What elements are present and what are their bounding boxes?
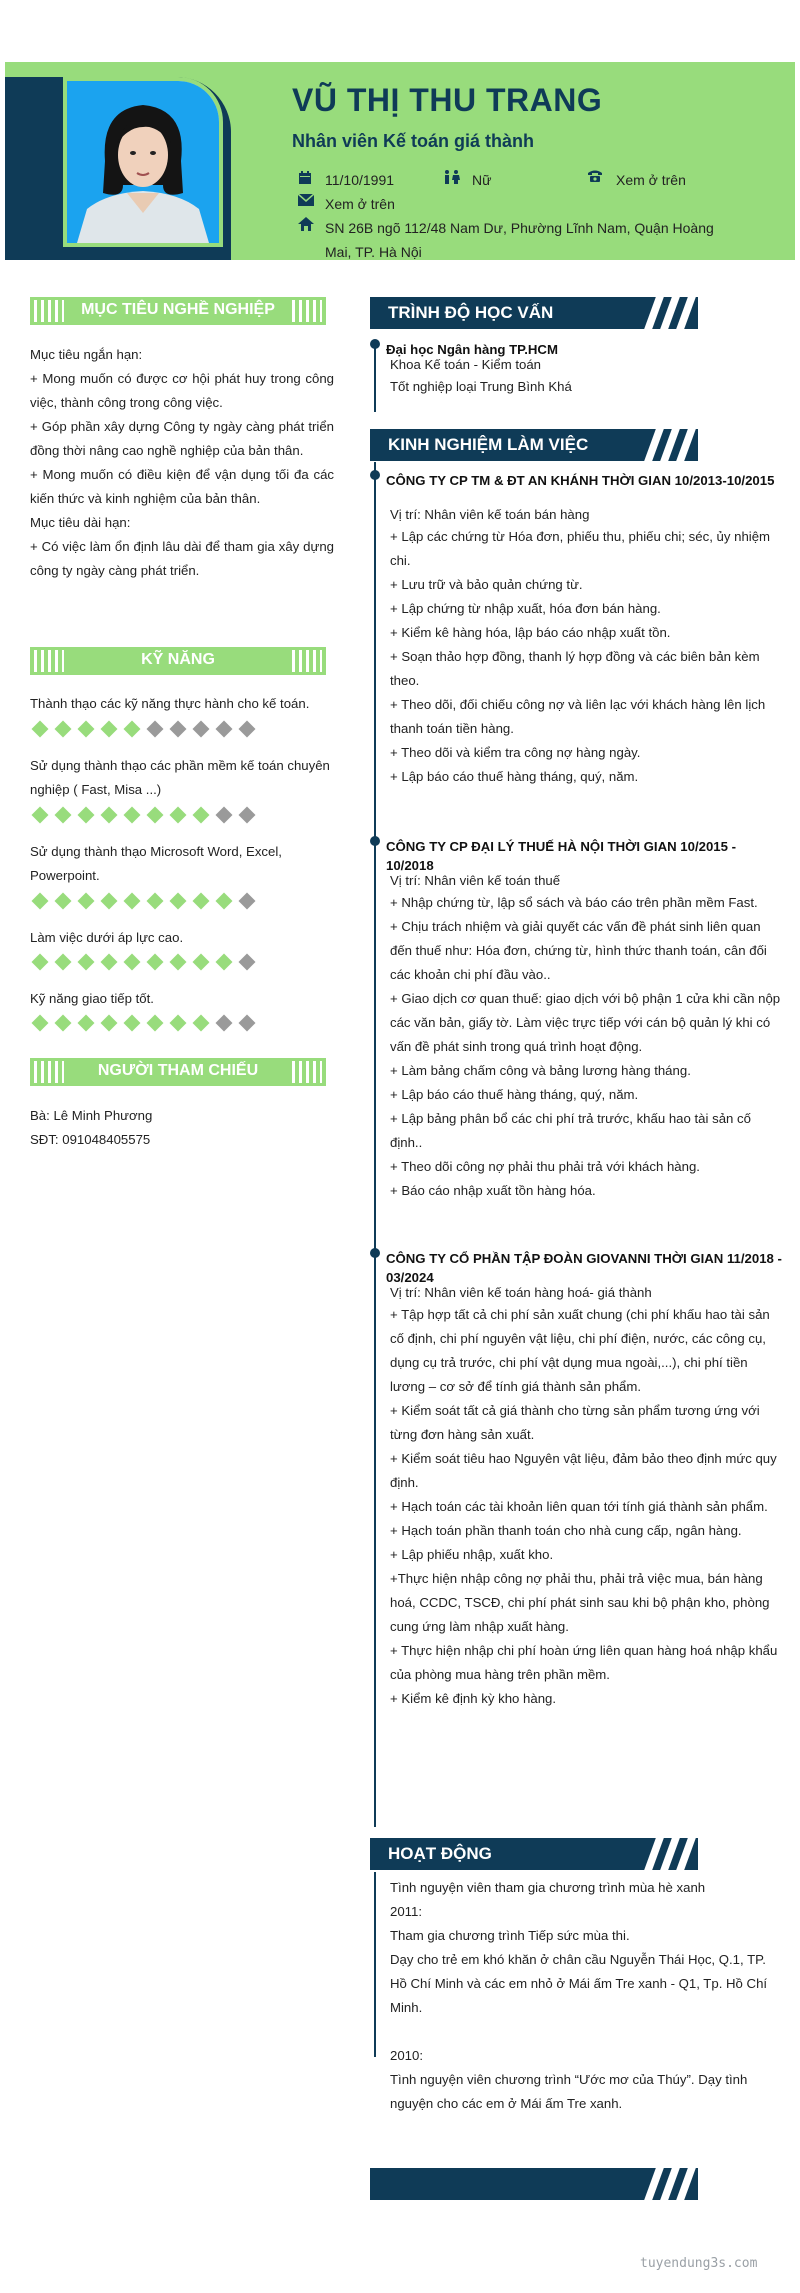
- timeline-dot: [370, 470, 380, 480]
- job-duty: + Chịu trách nhiệm và giải quyết các vấn đề phát sinh liên quan đến thuế như: Hóa đơn, chứng từ, hình thức thanh toán, cân đối các khoản chi phí đầu vào..: [390, 919, 767, 982]
- skill-diamond: [101, 893, 118, 910]
- skills-heading: [30, 647, 326, 675]
- activity-line: Tình nguyện viên tham gia chương trình mùa hè xanh: [390, 1880, 706, 1895]
- skills-heading-label: KỸ NĂNG: [141, 651, 215, 668]
- job-duty: + Lập phiếu nhập, xuất kho.: [390, 1547, 554, 1562]
- job-details: [390, 1283, 782, 1711]
- education-faculty: Khoa Kế toán - Kiểm toán: [390, 357, 542, 372]
- job-duty: + Hạch toán phần thanh toán cho nhà cung cấp, ngân hàng.: [390, 1523, 742, 1538]
- watermark: tuyendung3s.com: [640, 2256, 758, 2271]
- activity-line: 2010:: [390, 2048, 424, 2063]
- skill-diamond: [55, 721, 72, 738]
- photo-frame: [5, 77, 231, 260]
- timeline-dot: [370, 836, 380, 846]
- objective-heading: [30, 297, 326, 325]
- email-icon: [298, 193, 314, 207]
- skill-diamond: [101, 954, 118, 971]
- skill-diamond: [101, 1015, 118, 1032]
- skill-name: Thành thạo các kỹ năng thực hành cho kế toán.: [30, 696, 310, 711]
- header-banner: [5, 62, 795, 260]
- job-duty: + Tập hợp tất cả chi phí sản xuất chung (chi phí khấu hao tài sản cố định, chi phí nguyên vật liệu, chi phí điện, nước, các công cụ, dụng cụ trả trước, chi phí vật dụng mua ngoài,...), chi phí tiền lương – cơ sở để tính giá thành sản phẩm.: [390, 1307, 770, 1394]
- job-duty: + Theo dõi công nợ phải thu phải trả với khách hàng.: [390, 1159, 700, 1174]
- job-duty: + Nhập chứng từ, lập sổ sách và báo cáo trên phần mềm Fast.: [390, 895, 758, 910]
- skill-diamond: [147, 893, 164, 910]
- activity-line: 2011:: [390, 1904, 423, 1919]
- experience-heading: [370, 429, 698, 461]
- reference-heading: [30, 1058, 326, 1086]
- skill-diamond: [239, 954, 256, 971]
- activity-line: Tình nguyện viên chương trình “Ước mơ của Thúy”. Dạy tình nguyện cho các em ở Mái ấm Tre xanh.: [390, 2072, 748, 2111]
- objective-line: + Có việc làm ổn định lâu dài để tham gia xây dựng công ty ngày càng phát triển.: [30, 539, 334, 578]
- skill-diamond: [32, 1015, 49, 1032]
- footer-bar: [370, 2168, 698, 2200]
- skill-diamond: [239, 893, 256, 910]
- gender-icon: [443, 170, 461, 184]
- experience-heading-label: KINH NGHIỆM LÀM VIỆC: [388, 435, 589, 454]
- activities-text: [390, 1876, 782, 2116]
- profile-photo: [63, 77, 223, 247]
- skill-diamond: [55, 954, 72, 971]
- education-details: [390, 354, 782, 398]
- objective-line: Mục tiêu dài hạn:: [30, 515, 131, 530]
- job-duty: +Thực hiện nhập công nợ phải thu, phải trả việc mua, bán hàng hoá, CCDC, TSCĐ, chi phí phát sinh sau khi bộ phận kho, phòng cung ứng làm nhập xuất hàng.: [390, 1571, 770, 1634]
- home-icon: [298, 217, 314, 231]
- skill-diamond: [193, 1015, 210, 1032]
- skill-diamond: [32, 807, 49, 824]
- objective-line: + Mong muốn có được cơ hội phát huy trong công việc, thành công trong công việc.: [30, 371, 334, 410]
- skill-diamond: [147, 721, 164, 738]
- skill-diamond: [124, 954, 141, 971]
- timeline-education: [374, 340, 376, 412]
- job-duty: + Hạch toán các tài khoản liên quan tới tính giá thành sản phẩm.: [390, 1499, 768, 1514]
- job-duty: + Giao dịch cơ quan thuế: giao dịch với bộ phận 1 cửa khi cần nộp các văn bản, giấy tờ. Làm việc trực tiếp với cán bộ quản lý khi có vấn đề phát sinh trong quá trình hoạt động.: [390, 991, 781, 1054]
- skill-diamond: [32, 721, 49, 738]
- skill-diamond: [78, 807, 95, 824]
- address-line-1: SN 26B ngõ 112/48 Nam Dư, Phường Lĩnh Nam, Quận Hoàng: [325, 220, 714, 236]
- skill-diamond: [147, 807, 164, 824]
- job-title: Nhân viên Kế toán giá thành: [292, 131, 535, 151]
- activities-heading-label: HOẠT ĐỘNG: [388, 1844, 492, 1863]
- skill-diamond: [55, 893, 72, 910]
- skill-diamond: [193, 954, 210, 971]
- skill-diamond: [170, 954, 187, 971]
- skill-rating: [32, 954, 255, 970]
- skill-name: Sử dụng thành thạo các phần mềm kế toán chuyên nghiệp ( Fast, Misa ...): [30, 758, 330, 797]
- timeline-dot: [370, 1248, 380, 1258]
- skill-diamond: [32, 893, 49, 910]
- skill-diamond: [78, 954, 95, 971]
- skill-diamond: [216, 893, 233, 910]
- job-duty: + Lập báo cáo thuế hàng tháng, quý, năm.: [390, 769, 639, 784]
- skill-rating: [32, 721, 255, 737]
- skill-diamond: [124, 893, 141, 910]
- job-duty: + Theo dõi, đối chiếu công nợ và liên lạc với khách hàng lên lịch thanh toán tiền hàng.: [390, 697, 766, 736]
- skill-diamond: [78, 1015, 95, 1032]
- objective-line: + Góp phần xây dựng Công ty ngày càng phát triển đồng thời nâng cao nghề nghiệp của bản thân.: [30, 419, 334, 458]
- objective-heading-label: MỤC TIÊU NGHỀ NGHIỆP: [81, 301, 275, 318]
- job-duty: + Lập báo cáo thuế hàng tháng, quý, năm.: [390, 1087, 639, 1102]
- skill-rating: [32, 1015, 255, 1031]
- skill-diamond: [147, 1015, 164, 1032]
- job-title: CÔNG TY CP ĐẠI LÝ THUẾ HÀ NỘI THỜI GIAN 10/2015 - 10/2018: [386, 839, 737, 873]
- skill-diamond: [170, 721, 187, 738]
- gender-value: Nữ: [472, 172, 492, 188]
- skill-diamond: [193, 893, 210, 910]
- reference-name: Bà: Lê Minh Phương: [30, 1108, 153, 1123]
- phone-icon: [587, 169, 603, 183]
- education-school: Đại học Ngân hàng TP.HCM: [386, 342, 558, 357]
- objective-line: + Mong muốn có điều kiện để vận dụng tối đa các kiến thức và kinh nghiệm của bản thân.: [30, 467, 334, 506]
- skill-diamond: [239, 721, 256, 738]
- skill-diamond: [216, 1015, 233, 1032]
- job-duty: + Kiểm kê hàng hóa, lập báo cáo nhập xuất tồn.: [390, 625, 671, 640]
- timeline-experience: [374, 462, 376, 1827]
- job-duty: + Làm bảng chấm công và bảng lương hàng tháng.: [390, 1063, 691, 1078]
- skill-diamond: [124, 721, 141, 738]
- skill-rating: [32, 807, 255, 823]
- candidate-name: VŨ THỊ THU TRANG: [292, 82, 603, 118]
- job-duty: + Báo cáo nhập xuất tồn hàng hóa.: [390, 1183, 596, 1198]
- activity-line: [390, 2020, 782, 2044]
- job-duty: + Kiểm kê định kỳ kho hàng.: [390, 1691, 557, 1706]
- job-details: [390, 871, 782, 1203]
- skill-diamond: [216, 954, 233, 971]
- skill-diamond: [193, 721, 210, 738]
- phone-value: Xem ở trên: [616, 172, 686, 188]
- skill-diamond: [32, 954, 49, 971]
- job-position: Vị trí: Nhân viên kế toán thuế: [390, 873, 561, 888]
- skill-diamond: [170, 807, 187, 824]
- education-heading: [370, 297, 698, 329]
- job-duty: + Kiểm soát tiêu hao Nguyên vật liệu, đảm bảo theo định mức quy định.: [390, 1451, 777, 1490]
- skill-diamond: [193, 807, 210, 824]
- job-title: CÔNG TY CỔ PHẦN TẬP ĐOÀN GIOVANNI THỜI GIAN 11/2018 - 03/2024: [386, 1251, 782, 1285]
- timeline-activities: [374, 1872, 376, 2057]
- skill-diamond: [216, 807, 233, 824]
- skill-diamond: [147, 954, 164, 971]
- job-details: [390, 505, 782, 789]
- job-duty: + Kiểm soát tất cả giá thành cho từng sản phẩm tương ứng với từng đơn hàng sản xuất.: [390, 1403, 760, 1442]
- skill-name: Làm việc dưới áp lực cao.: [30, 930, 184, 945]
- activities-heading: [370, 1838, 698, 1870]
- job-title: CÔNG TY CP TM & ĐT AN KHÁNH THỜI GIAN 10/2013-10/2015: [386, 473, 775, 488]
- skill-diamond: [55, 807, 72, 824]
- activity-line: Tham gia chương trình Tiếp sức mùa thi.: [390, 1928, 630, 1943]
- skill-diamond: [55, 1015, 72, 1032]
- job-duty: + Lập các chứng từ Hóa đơn, phiếu thu, phiếu chi; séc, ủy nhiệm chi.: [390, 529, 771, 568]
- job-duty: + Lưu trữ và bảo quản chứng từ.: [390, 577, 583, 592]
- job-duty: + Thực hiện nhập chi phí hoàn ứng liên quan hàng hoá nhập khẩu của phòng mua hàng trên phần mềm.: [390, 1643, 778, 1682]
- education-heading-label: TRÌNH ĐỘ HỌC VẤN: [388, 303, 554, 322]
- skill-diamond: [124, 1015, 141, 1032]
- skill-diamond: [239, 1015, 256, 1032]
- reference-phone: SĐT: 091048405575: [30, 1132, 151, 1147]
- skill-diamond: [239, 807, 256, 824]
- objective-line: Mục tiêu ngắn hạn:: [30, 347, 143, 362]
- skill-diamond: [101, 721, 118, 738]
- objective-text: [30, 343, 334, 583]
- skill-diamond: [170, 1015, 187, 1032]
- skill-diamond: [78, 893, 95, 910]
- job-duty: + Soạn thảo hợp đồng, thanh lý hợp đồng và các biên bản kèm theo.: [390, 649, 760, 688]
- skill-rating: [32, 893, 255, 909]
- dob-value: 11/10/1991: [325, 172, 395, 188]
- job-position: Vị trí: Nhân viên kế toán hàng hoá- giá thành: [390, 1285, 652, 1300]
- email-value: Xem ở trên: [325, 196, 395, 212]
- skill-name: Sử dụng thành thạo Microsoft Word, Excel, Powerpoint.: [30, 844, 282, 883]
- reference-heading-label: NGƯỜI THAM CHIẾU: [97, 1062, 259, 1079]
- calendar-icon: [298, 171, 312, 185]
- skill-diamond: [78, 721, 95, 738]
- skill-name: Kỹ năng giao tiếp tốt.: [30, 991, 154, 1006]
- skill-diamond: [216, 721, 233, 738]
- skill-diamond: [101, 807, 118, 824]
- job-duty: + Lập chứng từ nhập xuất, hóa đơn bán hàng.: [390, 601, 661, 616]
- skill-diamond: [170, 893, 187, 910]
- job-position: Vị trí: Nhân viên kế toán bán hàng: [390, 507, 590, 522]
- skill-diamond: [124, 807, 141, 824]
- address-line-2: Mai, TP. Hà Nội: [325, 244, 422, 260]
- education-result: Tốt nghiệp loại Trung Bình Khá: [390, 379, 572, 394]
- job-duty: + Lập bảng phân bổ các chi phí trả trước, khấu hao tài sản cố định..: [390, 1111, 751, 1150]
- timeline-dot: [370, 339, 380, 349]
- job-duty: + Theo dõi và kiểm tra công nợ hàng ngày.: [390, 745, 641, 760]
- activity-line: Dạy cho trẻ em khó khăn ở chân cầu Nguyễn Thái Học, Q.1, TP. Hồ Chí Minh và các em nhỏ ở Mái ấm Tre xanh - Q1, Tp. Hồ Chí Minh.: [390, 1952, 768, 2015]
